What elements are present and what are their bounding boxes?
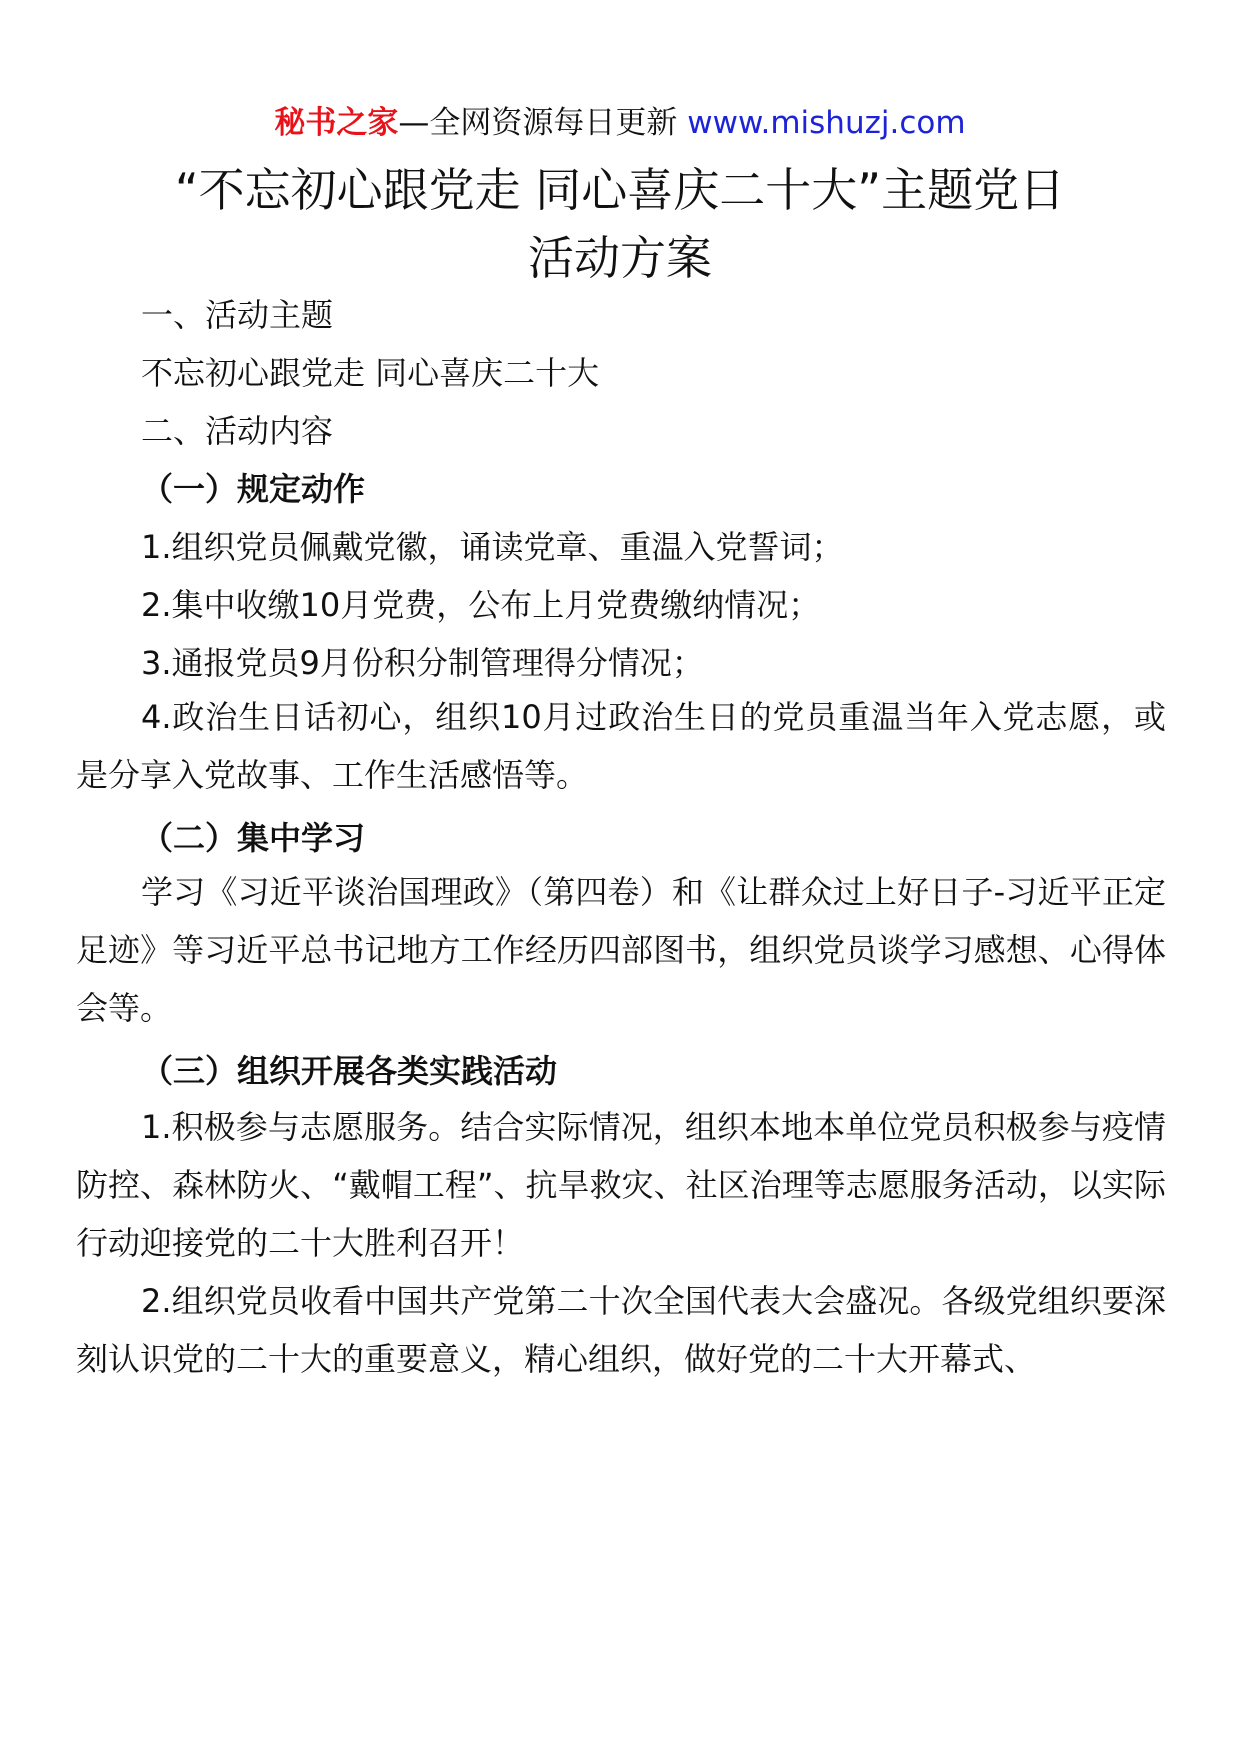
subsection2-heading: （二）集中学习 <box>141 819 366 857</box>
sub1-item1: 1.组织党员佩戴党徽，诵读党章、重温入党誓词； <box>141 528 844 566</box>
sub2-text: 学习《习近平谈治国理政》（第四卷）和《让群众过上好日子-习近平正定足迹》等习近平总书记地方工作经历四部图书，组织党员谈学习感想、心得体会等。 <box>76 873 1166 1027</box>
brand-tagline: —全网资源每日更新 <box>398 105 678 141</box>
brand-name: 秘书之家 <box>274 105 399 141</box>
watermark-header <box>0 100 1240 146</box>
section1-heading: 一、活动主题 <box>141 296 334 334</box>
sub1-item2: 2.集中收缴10月党费，公布上月党费缴纳情况； <box>141 586 821 624</box>
site-url: www.mishuzj.com <box>677 105 966 141</box>
document-title-line2: 活动方案 <box>528 231 712 285</box>
document-title-line1: “不忘初心跟党走 同心喜庆二十大”主题党日 <box>174 163 1066 217</box>
section2-heading: 二、活动内容 <box>141 412 334 450</box>
sub3-item2: 2.组织党员收看中国共产党第二十次全国代表大会盛况。各级党组织要深刻认识党的二十大的重要意义，精心组织，做好党的二十大开幕式、 <box>76 1282 1166 1378</box>
sub1-item4: 4.政治生日话初心，组织10月过政治生日的党员重温当年入党志愿，或是分享入党故事、工作生活感悟等。 <box>76 698 1166 794</box>
sub1-item3: 3.通报党员9月份积分制管理得分情况； <box>141 644 704 682</box>
subsection3-heading: （三）组织开展各类实践活动 <box>141 1052 558 1090</box>
subsection1-heading: （一）规定动作 <box>141 470 366 508</box>
sub3-item1: 1.积极参与志愿服务。结合实际情况，组织本地本单位党员积极参与疫情防控、森林防火、“戴帽工程”、抗旱救灾、社区治理等志愿服务活动，以实际行动迎接党的二十大胜利召开！ <box>76 1108 1166 1262</box>
section1-text: 不忘初心跟党走 同心喜庆二十大 <box>141 354 600 392</box>
